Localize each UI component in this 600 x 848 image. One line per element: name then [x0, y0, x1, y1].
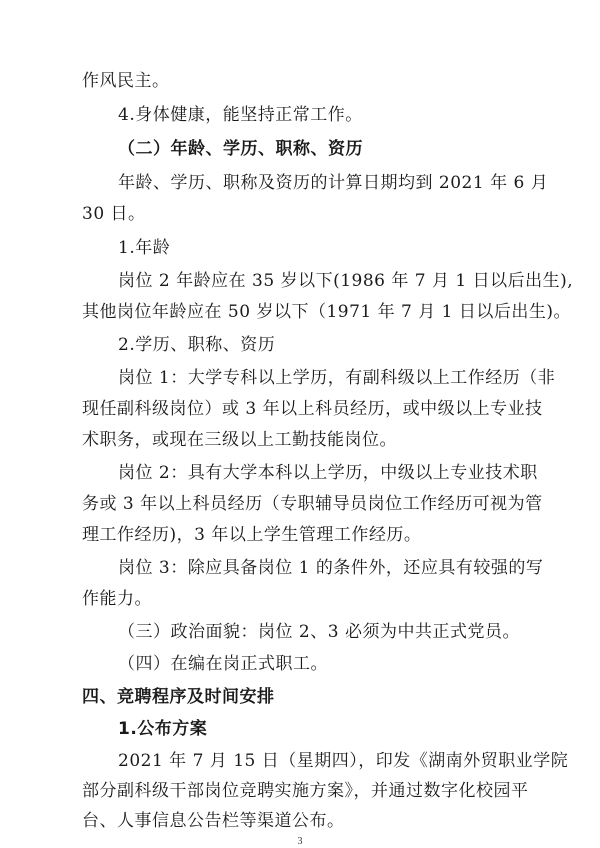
paragraph-line: 台、人事信息公告栏等渠道公布。 [82, 811, 345, 831]
paragraph-line: 岗位 2：具有大学本科以上学历，中级以上专业技术职 [118, 463, 538, 483]
paragraph-line: 岗位 3：除应具备岗位 1 的条件外，还应具有较强的写 [118, 558, 544, 578]
subheading-publish-plan: 1.公布方案 [118, 719, 208, 739]
paragraph-line: 务或 3 年以上科员经历（专职辅导员岗位工作经历可视为管 [82, 494, 543, 514]
section-heading-age-education: （二）年龄、学历、职称、资历 [118, 139, 363, 159]
page-number: 3 [297, 836, 303, 847]
paragraph-line: 理工作经历)，3 年以上学生管理工作经历。 [82, 525, 422, 545]
subheading-age: 1.年龄 [118, 238, 171, 258]
paragraph-line: 年龄、学历、职称及资历的计算日期均到 2021 年 6 月 [118, 173, 549, 193]
paragraph-line: 岗位 1：大学专科以上学历，有副科级以上工作经历（非 [118, 368, 556, 388]
paragraph-line: 岗位 2 年龄应在 35 岁以下(1986 年 7 月 1 日以后出生), [118, 271, 574, 291]
section-heading-procedure: 四、竞聘程序及时间安排 [82, 687, 275, 707]
list-item-health: 4.身体健康，能坚持正常工作。 [118, 105, 363, 125]
paragraph-line: 作能力。 [82, 589, 152, 609]
paragraph-line: 2021 年 7 月 15 日（星期四），印发《湖南外贸职业学院 [118, 751, 569, 771]
paragraph-line: 作风民主。 [82, 71, 170, 91]
paragraph-line: 部分副科级干部岗位竞聘实施方案》，并通过数字化校园平 [82, 781, 529, 801]
paragraph-line: 现任副科级岗位）或 3 年以上科员经历，或中级以上专业技 [82, 399, 543, 419]
paragraph-staff-status: （四）在编在岗正式职工。 [118, 654, 328, 674]
paragraph-line: 术职务，或现在三级以上工勤技能岗位。 [82, 430, 397, 450]
paragraph-political-status: （三）政治面貌：岗位 2、3 必须为中共正式党员。 [118, 622, 520, 642]
subheading-education: 2.学历、职称、资历 [118, 335, 276, 355]
paragraph-line: 30 日。 [82, 204, 146, 224]
paragraph-line: 其他岗位年龄应在 50 岁以下（1971 年 7 月 1 日以后出生)。 [82, 302, 571, 322]
